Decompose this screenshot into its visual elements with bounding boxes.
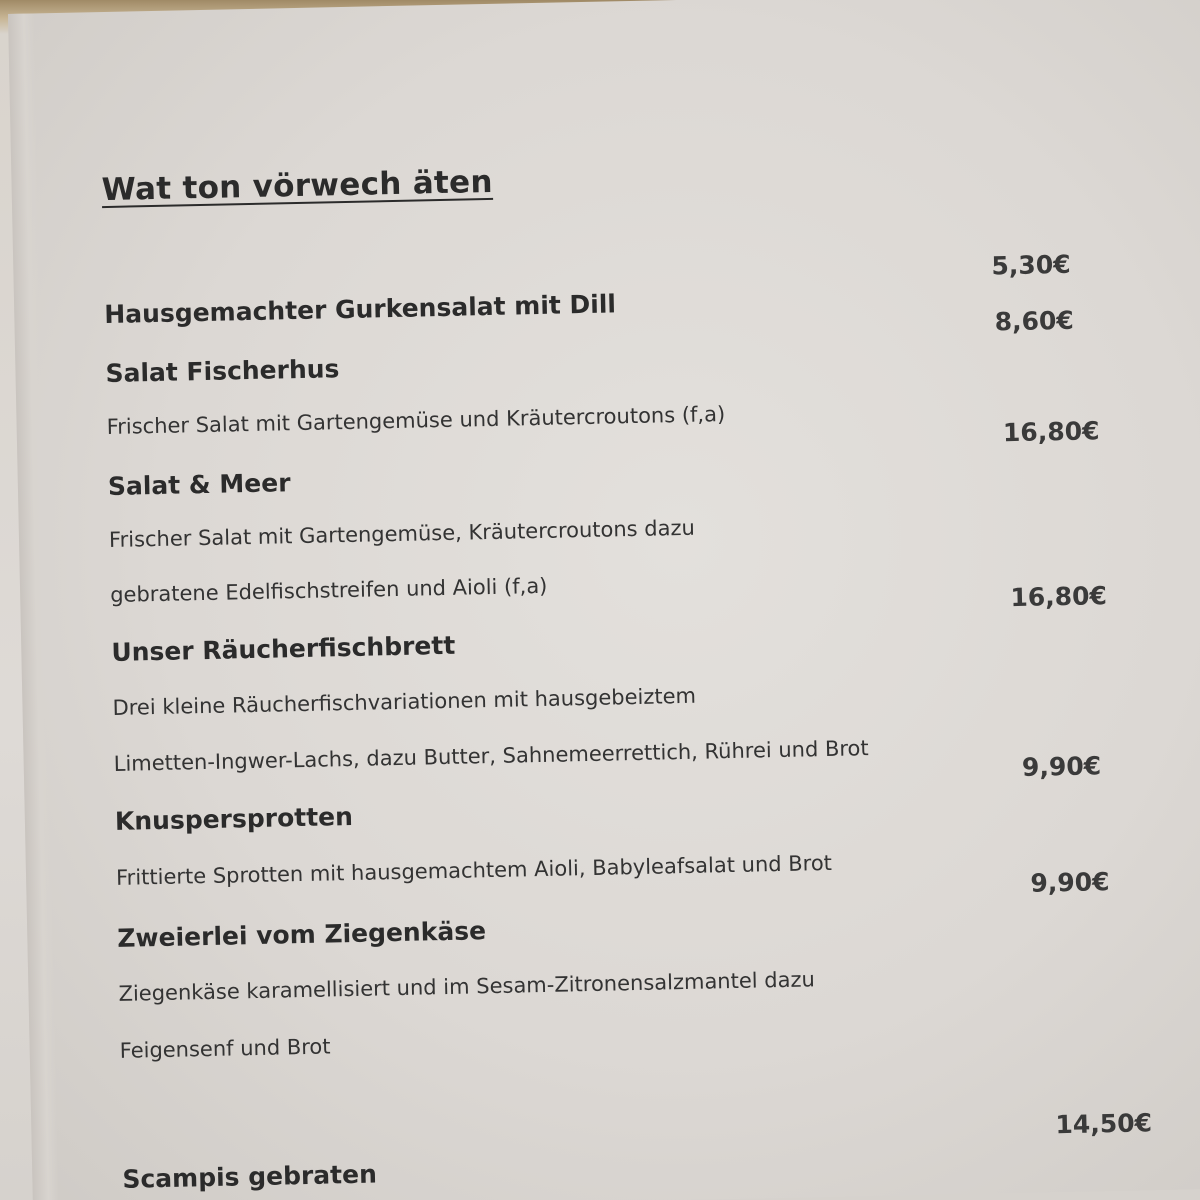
item-name: Unser Räucherfischbrett (111, 630, 456, 667)
item-price: 8,60€ (994, 305, 1075, 337)
item-description: Frischer Salat mit Gartengemüse, Kräutercroutons dazu (108, 515, 696, 552)
item-description: Ziegenkäse karamellisiert und im Sesam-Zitronensalzmantel dazu (118, 967, 816, 1006)
item-description: Limetten-Ingwer-Lachs, dazu Butter, Sahnemeerrettich, Rührei und Brot (113, 736, 869, 776)
item-price: 9,90€ (1021, 751, 1102, 782)
section-heading: Wat ton vörwech äten (101, 163, 494, 209)
item-description: Feigensenf und Brot (119, 1034, 331, 1063)
item-description: Frischer Salat mit Gartengemüse und Kräutercroutons (f,a) (106, 402, 726, 440)
item-name: Salat Fischerhus (105, 354, 340, 389)
menu-content (98, 0, 1173, 1200)
item-price: 5,30€ (991, 249, 1071, 281)
page-edge (8, 13, 59, 1200)
item-price: 16,80€ (1002, 416, 1100, 448)
item-description: Frittierte Sprotten mit hausgemachtem Aioli, Babyleafsalat und Brot (115, 850, 833, 890)
item-price: 14,50€ (1055, 1108, 1153, 1140)
menu-page (8, 0, 1200, 1200)
item-price: 9,90€ (1030, 867, 1110, 898)
item-description: gebratene Edelfischstreifen und Aioli (f,a) (109, 573, 548, 607)
item-name: Scampis gebraten (122, 1159, 378, 1194)
item-name: Salat & Meer (107, 468, 291, 502)
item-name: Hausgemachter Gurkensalat mit Dill (104, 289, 617, 330)
item-name: Zweierlei vom Ziegenkäse (117, 916, 487, 953)
item-price: 16,80€ (1010, 581, 1108, 613)
item-description: Drei kleine Räucherfischvariationen mit hausgebeiztem (112, 683, 697, 720)
item-name: Knuspersprotten (114, 801, 354, 836)
